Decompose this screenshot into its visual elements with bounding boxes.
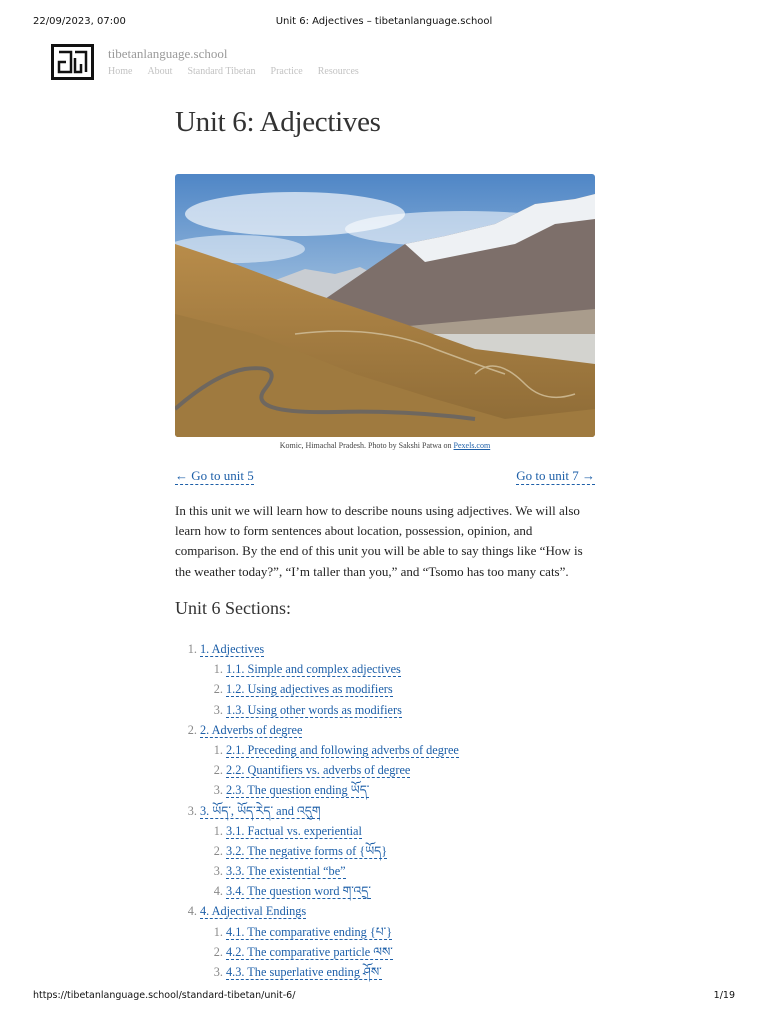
toc-item xyxy=(175,901,605,921)
toc-link[interactable]: 4.2. The comparative particle ལས་ xyxy=(226,944,393,959)
toc-link[interactable]: 3.2. The negative forms of {ཡོད} xyxy=(226,843,388,858)
toc-link[interactable]: 4.1. The comparative ending {པ་} xyxy=(226,924,393,939)
sections-list xyxy=(175,639,605,982)
toc-item xyxy=(175,639,605,659)
unit-navigation xyxy=(175,468,595,486)
toc-number: 4. xyxy=(187,904,197,919)
nav-about[interactable]: About xyxy=(147,66,173,77)
toc-number: 2. xyxy=(213,763,223,778)
toc-link[interactable]: 1.1. Simple and complex adjectives xyxy=(226,662,401,677)
sections-heading: Unit 6 Sections: xyxy=(175,598,291,618)
prev-unit-link[interactable]: ← Go to unit 5 xyxy=(175,468,254,483)
toc-link[interactable]: 2. Adverbs of degree xyxy=(200,722,303,737)
hero-image xyxy=(175,174,595,437)
toc-link[interactable]: 3.4. The question word ག་འདྲ་ xyxy=(226,884,371,899)
caption-link[interactable]: Pexels.com xyxy=(453,441,491,450)
print-page-title: Unit 6: Adjectives – tibetanlanguage.school xyxy=(275,16,493,27)
toc-link[interactable]: 2.1. Preceding and following adverbs of degree xyxy=(226,742,459,757)
toc-item xyxy=(175,801,605,821)
toc-item xyxy=(175,962,605,982)
toc-number: 3. xyxy=(213,783,223,798)
nav-home[interactable]: Home xyxy=(108,66,133,77)
toc-item xyxy=(175,659,605,679)
print-url: https://tibetanlanguage.school/standard-tibetan/unit-6/ xyxy=(33,990,296,1001)
nav-resources[interactable]: Resources xyxy=(317,66,359,77)
toc-item xyxy=(175,720,605,740)
toc-item xyxy=(175,740,605,760)
page-title: Unit 6: Adjectives xyxy=(175,106,381,138)
toc-link[interactable]: 1.2. Using adjectives as modifiers xyxy=(226,682,393,697)
toc-link[interactable]: 3.3. The existential “be” xyxy=(226,864,346,879)
site-name[interactable]: tibetanlanguage.school xyxy=(108,46,228,61)
toc-number: 1. xyxy=(213,742,223,757)
toc-number: 2. xyxy=(187,722,197,737)
toc-link[interactable]: 4.3. The superlative ending ཤོས་ xyxy=(226,965,382,979)
intro-paragraph: In this unit we will learn how to describe nouns using adjectives. We will also learn how to form sentences about location, possession, opinion, and comparison. By the end of this unit you will be able to say things like “How is the weather today?”, “I’m taller than you,” and “Tsomo has too many cats”. xyxy=(175,503,583,579)
toc-number: 2. xyxy=(213,944,223,959)
toc-item xyxy=(175,922,605,942)
toc-link[interactable]: 2.2. Quantifiers vs. adverbs of degree xyxy=(226,763,411,778)
toc-number: 3. xyxy=(213,702,223,717)
toc-link[interactable]: 1.3. Using other words as modifiers xyxy=(226,702,402,717)
toc-item xyxy=(175,881,605,901)
print-page-number: 1/19 xyxy=(713,990,735,1001)
toc-link[interactable]: 1. Adjectives xyxy=(200,642,265,656)
toc-link[interactable]: 3.1. Factual vs. experiential xyxy=(226,823,362,838)
toc-number: 1. xyxy=(213,924,223,939)
image-caption xyxy=(175,441,595,450)
next-unit-link[interactable]: Go to unit 7 → xyxy=(516,468,595,483)
toc-number: 1. xyxy=(213,823,223,838)
toc-number: 3. xyxy=(187,803,197,818)
toc-number: 3. xyxy=(213,965,223,979)
site-header xyxy=(51,44,711,84)
toc-item xyxy=(175,861,605,881)
toc-item xyxy=(175,679,605,699)
toc-item xyxy=(175,760,605,780)
toc-item xyxy=(175,841,605,861)
toc-link[interactable]: 4. Adjectival Endings xyxy=(200,904,307,919)
toc-number: 3. xyxy=(213,864,223,879)
main-nav xyxy=(108,66,374,77)
toc-link[interactable]: 2.3. The question ending ཡོད་ xyxy=(226,783,370,798)
toc-number: 1. xyxy=(213,662,223,677)
toc-link[interactable]: 3. ཡོད་, ཡོད་རེད་ and འདུག xyxy=(200,803,321,818)
nav-practice[interactable]: Practice xyxy=(270,66,303,77)
print-datetime: 22/09/2023, 07:00 xyxy=(33,16,126,27)
print-header xyxy=(33,16,735,30)
toc-number: 1. xyxy=(187,642,197,656)
toc-item xyxy=(175,700,605,720)
toc-item xyxy=(175,780,605,800)
toc-item xyxy=(175,942,605,962)
nav-standard-tibetan[interactable]: Standard Tibetan xyxy=(187,66,256,77)
toc-number: 2. xyxy=(213,682,223,697)
maze-logo-icon[interactable] xyxy=(51,44,94,80)
toc-number: 4. xyxy=(213,884,223,899)
toc-number: 2. xyxy=(213,843,223,858)
print-footer xyxy=(33,990,735,1004)
toc-item xyxy=(175,821,605,841)
caption-text: Komic, Himachal Pradesh. Photo by Sakshi Patwa on xyxy=(279,441,454,450)
